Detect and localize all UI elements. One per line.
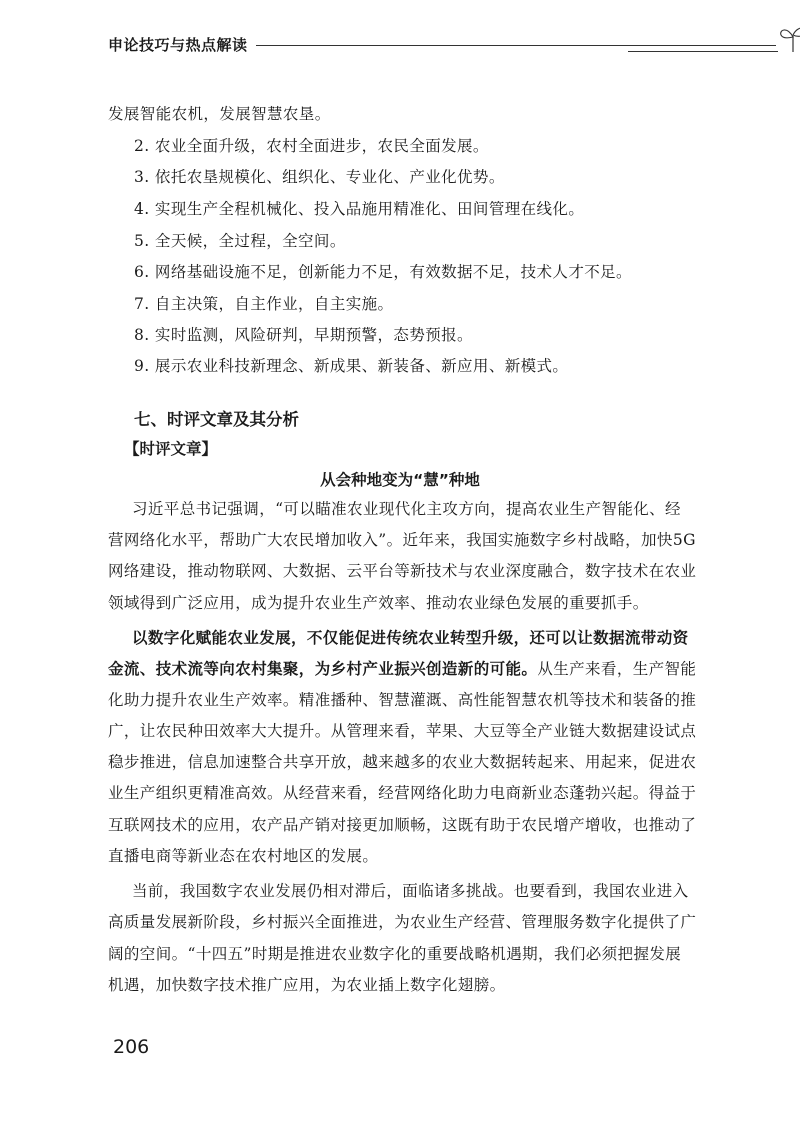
paragraph-line: 网络建设，推动物联网、大数据、云平台等新技术与农业深度融合，数字技术在农业 — [108, 562, 697, 580]
subsection-heading: 【时评文章】 — [124, 440, 218, 458]
sprout-icon — [776, 22, 800, 56]
paragraph-line: 业生产组织更精准高效。从经营来看，经营网络化助力电商新业态蓬勃兴起。得益于 — [108, 784, 697, 802]
paragraph-line: 广，让农民种田效率大大提升。从管理来看，苹果、大豆等全产业链大数据建设试点 — [108, 722, 697, 740]
answer-item: 3. 依托农垦规模化、组织化、专业化、产业化优势。 — [134, 168, 505, 186]
article-title: 从会种地变为“慧”种地 — [320, 471, 480, 489]
answer-item: 2. 农业全面升级，农村全面进步，农民全面发展。 — [134, 137, 489, 155]
paragraph-line: 直播电商等新业态在农村地区的发展。 — [108, 847, 379, 865]
paragraph-line-mixed — [108, 659, 696, 679]
paragraph-line: 稳步推进，信息加速整合共享开放，越来越多的农业大数据转起来、用起来，促进农 — [108, 753, 697, 771]
paragraph-line: 化助力提升农业生产效率。精准播种、智慧灌溉、高性能智慧农机等技术和装备的推 — [108, 691, 697, 709]
header-rule-short — [628, 51, 778, 52]
answer-item: 6. 网络基础设施不足，创新能力不足，有效数据不足，技术人才不足。 — [134, 263, 632, 281]
answer-item: 5. 全天候，全过程，全空间。 — [134, 232, 346, 250]
bold-sentence: 金流、技术流等向农村集聚，为乡村产业振兴创造新的可能。 — [108, 660, 538, 678]
paragraph-line-bold: 以数字化赋能农业发展，不仅能促进传统农业转型升级，还可以让数据流带动资 — [132, 629, 689, 647]
paragraph-line: 习近平总书记强调，“可以瞄准农业现代化主攻方向，提高农业生产智能化、经 — [132, 500, 681, 518]
answer-item: 8. 实时监测，风险研判，早期预警，态势预报。 — [134, 326, 473, 344]
answer-item: 9. 展示农业科技新理念、新成果、新装备、新应用、新模式。 — [134, 357, 569, 375]
paragraph-line: 营网络化水平，帮助广大农民增加收入”。近年来，我国实施数字乡村战略，加快5G — [108, 531, 696, 549]
header-rule — [256, 45, 776, 46]
paragraph-line: 机遇，加快数字技术推广应用，为农业插上数字化翅膀。 — [108, 976, 506, 994]
page-number: 206 — [113, 1036, 150, 1058]
paragraph-line: 高质量发展新阶段，乡村振兴全面推进，为农业生产经营、管理服务数字化提供了广 — [108, 913, 697, 931]
running-header-title: 申论技巧与热点解读 — [108, 36, 248, 54]
answer-item: 7. 自主决策，自主作业，自主实施。 — [134, 295, 394, 313]
answer-item: 4. 实现生产全程机械化、投入品施用精准化、田间管理在线化。 — [134, 200, 585, 218]
section-heading: 七、时评文章及其分析 — [134, 410, 299, 429]
continued-answer-line: 发展智能农机，发展智慧农垦。 — [108, 105, 331, 123]
paragraph-line: 阔的空间。“十四五”时期是推进农业数字化的重要战略机遇期，我们必须把握发展 — [108, 945, 682, 963]
paragraph-line: 当前，我国数字农业发展仍相对滞后，面临诸多挑战。也要看到，我国农业进入 — [132, 882, 689, 900]
paragraph-line: 领域得到广泛应用，成为提升农业生产效率、推动农业绿色发展的重要抓手。 — [108, 594, 649, 612]
running-header — [108, 30, 708, 70]
sentence-start: 从生产来看，生产智能 — [537, 660, 697, 678]
paragraph-line: 互联网技术的应用，农产品产销对接更加顺畅，这既有助于农民增产增收，也推动了 — [108, 816, 697, 834]
